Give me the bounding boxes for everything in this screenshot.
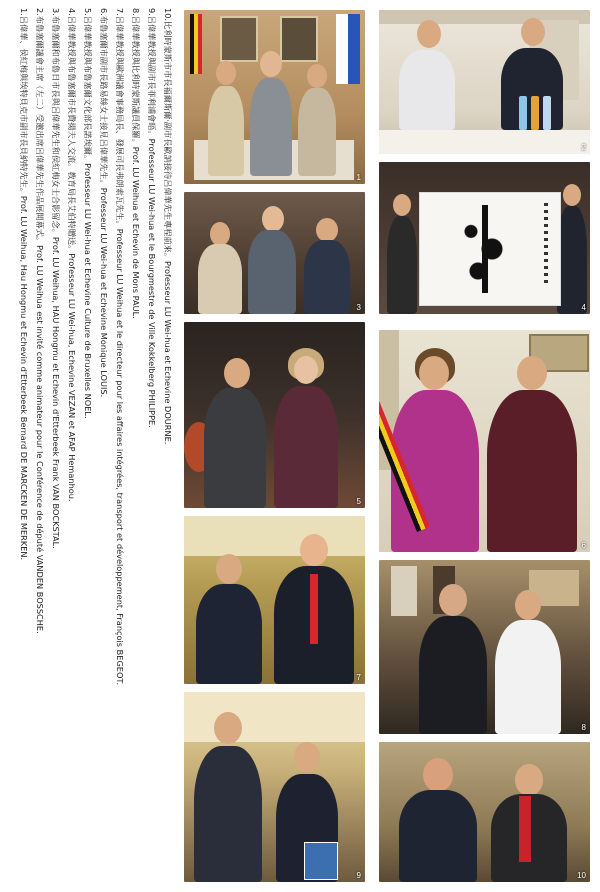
caption-6: 6.布魯塞爾市副市長路易絲女士接見呂偉華先生。Professeur LU Wei-hua et Echevine Monique LOUIS. bbox=[99, 8, 109, 398]
photo-4 bbox=[379, 162, 590, 314]
caption-7: 7.呂偉華教授與歐洲議會事務局長、發展司長弗朗索瓦先生。Professeur LU Weihua et le directeur pour les affaires intégrées, transport et développement, François BEGEOT. bbox=[115, 8, 125, 686]
caption-1: 1.呂偉華、侯紅梅與埃特貝克市副市長貝納特先生。Prof. LU Weihua, Hau Hongmu et Echevin d'Etterbeek Bernard DE MARCKEN DE MERKEN. bbox=[19, 8, 29, 561]
photo-number: 10 bbox=[577, 871, 586, 880]
photo-10 bbox=[379, 742, 590, 882]
photo-3 bbox=[184, 192, 365, 314]
photo-number: 6 bbox=[581, 541, 586, 550]
caption-9: 9.呂偉華教授與副市長菲利浦會晤。Professeur LU Wei-hua et le Bourgmestre de Ville Kokkelberg PHILIPPE. bbox=[147, 8, 157, 428]
photo-number: 3 bbox=[356, 303, 361, 312]
photo-5 bbox=[184, 322, 365, 508]
photo-2 bbox=[379, 10, 590, 154]
photo-1 bbox=[184, 10, 365, 184]
photo-9 bbox=[184, 692, 365, 882]
caption-3: 3.布魯塞爾和布魯日市長與呂偉華先生和侯紅梅女士合影留念。Prof. LU Weihua, HAU Hongmu et Echevin d'Etterbeek Frank VAN BOCKSTAL. bbox=[51, 8, 61, 549]
photo-number: 7 bbox=[356, 673, 361, 682]
caption-5: 5.呂偉華教授與布魯塞爾文化部長諾埃爾。Professeur LU Wei-hua et Echevine Culture de Bruxelles NOEL. bbox=[83, 8, 93, 419]
photo-number: 1 bbox=[356, 173, 361, 182]
photo-number: 9 bbox=[356, 871, 361, 880]
caption-column bbox=[10, 8, 176, 884]
caption-4: 4.呂偉華教授與布魯塞爾市長費揚夫人交流。教育局長艾伯特贈送。Professeur LU Wei-hua, Echevine VEZAN et AFAP Hemanhou. bbox=[67, 8, 77, 502]
photo-6 bbox=[379, 330, 590, 552]
photo-number: 2 bbox=[581, 143, 586, 152]
caption-8: 8.呂偉華教授與比利時蒙斯議員保羅。Prof. LU Weihua et Echevin de Mons PAUL. bbox=[131, 8, 141, 319]
photo-8 bbox=[379, 560, 590, 734]
caption-2: 2.布魯塞爾議會主席（左二）受邀出席呂偉華先生作品展開幕式。Prof. LU Weihua est invité comme animateur pour le Conférence de député VANDEN BOSSCHE. bbox=[35, 8, 45, 634]
caption-10: 10.比利時蒙斯市市長福爾斯爾·副市長歐訥接待呂偉華先生專程前來。Professeur LU Wei-hua et Echevine DOURNE. bbox=[163, 8, 173, 445]
photo-number: 8 bbox=[581, 723, 586, 732]
photo-number: 5 bbox=[356, 497, 361, 506]
photo-number: 4 bbox=[581, 303, 586, 312]
photo-7 bbox=[184, 516, 365, 684]
